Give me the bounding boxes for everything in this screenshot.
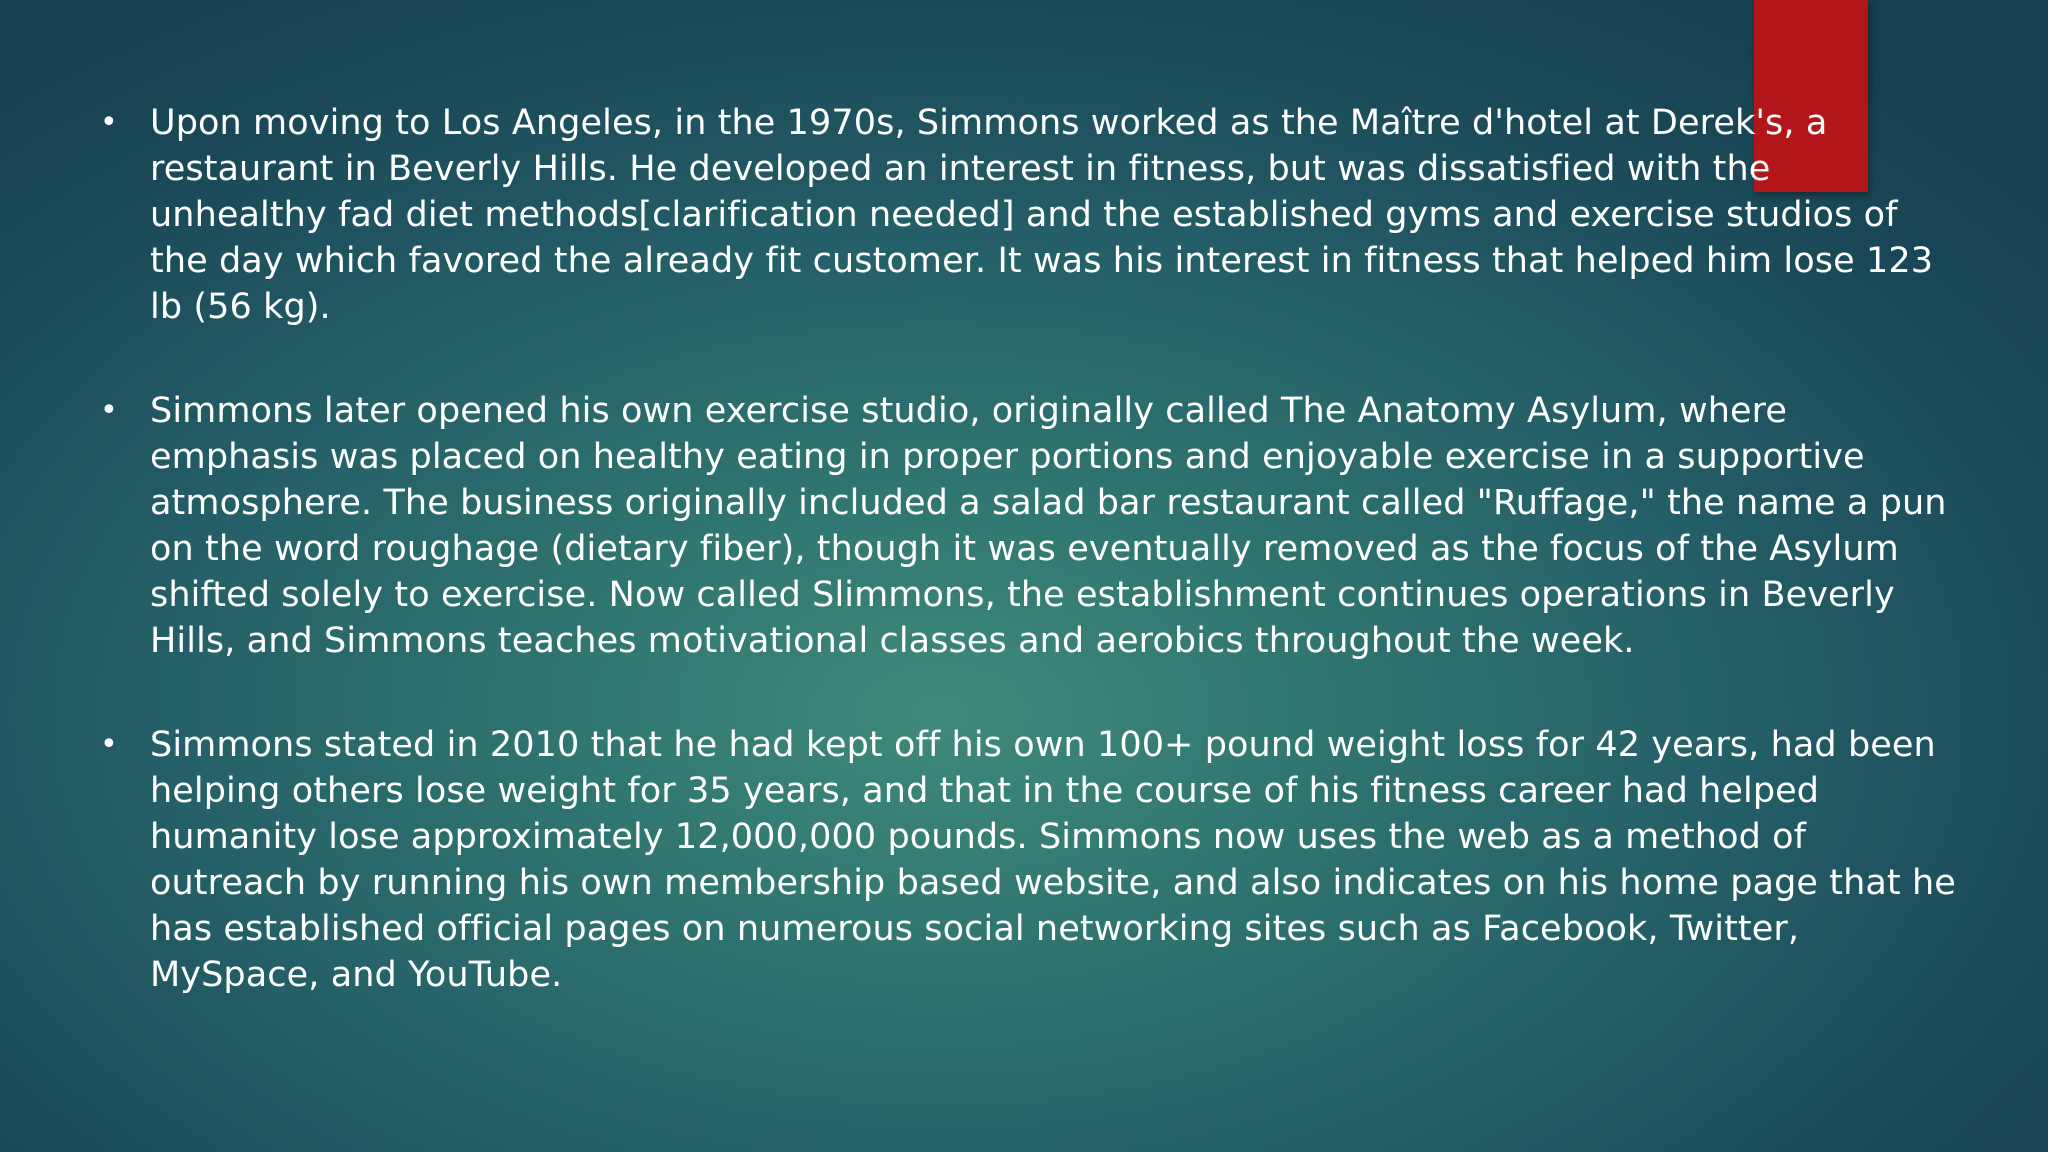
bullet-icon: • (100, 393, 118, 428)
bullet-icon: • (100, 105, 118, 140)
bullet-item (96, 388, 1956, 664)
bullet-text: Simmons later opened his own exercise studio, originally called The Anatomy Asylum, where emphasis was placed on healthy eating in proper portions and enjoyable exercise in a supportive atmosphere. The business originally included a salad bar restaurant called "Ruffage," the name a pun on the word roughage (dietary fiber), though it was eventually removed as the focus of the Asylum shifted solely to exercise. Now called Slimmons, the establishment continues operations in Beverly Hills, and Simmons teaches motivational classes and aerobics throughout the week. (150, 391, 1947, 661)
bullet-item (96, 722, 1956, 998)
bullet-text: Simmons stated in 2010 that he had kept off his own 100+ pound weight loss for 42 years, had been helping others lose weight for 35 years, and that in the course of his fitness career had helped humanity lose approximately 12,000,000 pounds. Simmons now uses the web as a method of outreach by running his own membership based website, and also indicates on his home page that he has established official pages on numerous social networking sites such as Facebook, Twitter, MySpace, and YouTube. (150, 725, 1956, 995)
bullet-list (96, 100, 1956, 1056)
bullet-icon: • (100, 727, 118, 762)
bullet-text: Upon moving to Los Angeles, in the 1970s, Simmons worked as the Maître d'hotel at Derek's, a restaurant in Beverly Hills. He developed an interest in fitness, but was dissatisfied with the unhealthy fad diet methods[clarification needed] and the established gyms and exercise studios of the day which favored the already fit customer. It was his interest in fitness that helped him lose 123 lb (56 kg). (150, 103, 1934, 327)
bullet-item (96, 100, 1956, 330)
